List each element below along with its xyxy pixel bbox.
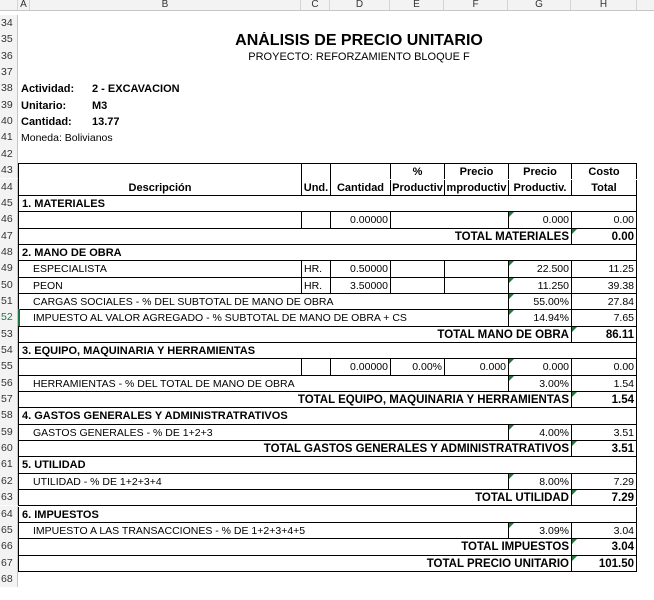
row-header-62[interactable]: 62 [0,473,18,489]
section-mano-de-obra[interactable]: 2. MANO DE OBRA [18,245,637,261]
item-und[interactable]: HR. [301,261,330,277]
section-equipo[interactable]: 3. EQUIPO, MAQUINARIA Y HERRAMIENTAS [18,343,637,359]
item-descripcion[interactable] [18,212,301,228]
item-precio-improductivo[interactable]: 0.000 [444,359,508,375]
row-header-49[interactable]: 49 [0,260,18,276]
col-pimp-header-2[interactable]: mproductiv [444,180,508,196]
row-header-43[interactable]: 43 [0,162,18,178]
item-costo-total[interactable]: 0.00 [571,359,637,375]
row-header-48[interactable]: 48 [0,244,18,260]
item-cantidad[interactable]: 0.50000 [330,261,390,277]
item-precio-productivo[interactable]: 0.000 [508,212,571,228]
row-header-47[interactable]: 47 [0,228,18,244]
total-precio-unitario-label[interactable]: TOTAL PRECIO UNITARIO [18,556,571,572]
sheet-subtitle[interactable]: PROYECTO: REFORZAMIENTO BLOQUE F [248,50,470,63]
row-header-65[interactable]: 65 [0,522,18,538]
moneda-label[interactable]: Moneda: Bolivianos [21,132,113,145]
row-header-68[interactable]: 68 [0,571,18,587]
row-header-42[interactable]: 42 [0,146,18,162]
col-und-header[interactable]: Und. [301,163,330,196]
row-header-66[interactable]: 66 [0,538,18,554]
item-descripcion[interactable]: IMPUESTO A LAS TRANSACCIONES - % DE 1+2+3+4+5 [18,523,508,539]
row-header-35[interactable]: 35 [0,31,18,47]
column-header-d[interactable]: D [330,0,390,10]
col-pprod-header-1[interactable]: Precio [508,163,571,179]
item-descripcion[interactable]: PEON [18,278,301,294]
item-porcentaje[interactable]: 55.00% [508,294,571,310]
row-header-55[interactable]: 55 [0,358,18,374]
row-header-46[interactable]: 46 [0,211,18,227]
cantidad-label[interactable]: Cantidad: [21,116,72,129]
item-precio-productivo[interactable]: 11.250 [508,278,571,294]
item-descripcion[interactable] [18,359,301,375]
total-mano-de-obra-value[interactable]: 86.11 [571,327,637,343]
cantidad-value[interactable]: 13.77 [92,116,120,129]
item-costo-total[interactable]: 3.04 [571,523,637,539]
row-header-63[interactable]: 63 [0,489,18,505]
row-header-57[interactable]: 57 [0,391,18,407]
row-header-54[interactable]: 54 [0,342,18,358]
item-cantidad[interactable]: 0.00000 [330,359,390,375]
total-utilidad-value[interactable]: 7.29 [571,490,637,506]
item-pct-productiv[interactable] [390,212,508,228]
col-pct-header-2[interactable]: Productiv [390,180,444,196]
row-header-56[interactable]: 56 [0,375,18,391]
item-pct-productiv[interactable]: 0.00% [390,359,444,375]
column-header-f[interactable]: F [444,0,508,10]
total-mano-de-obra-label[interactable]: TOTAL MANO DE OBRA [18,327,571,343]
row-header-59[interactable]: 59 [0,424,18,440]
row-header-34[interactable]: 34 [0,15,18,31]
total-utilidad-label[interactable]: TOTAL UTILIDAD [18,490,571,506]
row-header-36[interactable]: 36 [0,48,18,64]
item-costo-total[interactable]: 3.51 [571,425,637,441]
row-header-44[interactable]: 44 [0,179,18,195]
item-porcentaje[interactable]: 3.00% [508,376,571,392]
total-impuestos-value[interactable]: 3.04 [571,539,637,555]
item-precio-productivo[interactable]: 0.000 [508,359,571,375]
item-cantidad[interactable]: 0.00000 [330,212,390,228]
col-pimp-header-1[interactable]: Precio [444,163,508,179]
row-header-51[interactable]: 51 [0,293,18,309]
actividad-value[interactable]: 2 - EXCAVACION [92,83,180,96]
item-costo-total[interactable]: 7.65 [571,310,637,326]
item-cantidad[interactable]: 3.50000 [330,278,390,294]
row-header-37[interactable]: 37 [0,64,18,80]
column-header-a[interactable]: A [18,0,30,10]
total-equipo-value[interactable]: 1.54 [571,392,637,408]
unitario-label[interactable]: Unitario: [21,99,67,112]
item-precio-productivo[interactable]: 22.500 [508,261,571,277]
total-equipo-label[interactable]: TOTAL EQUIPO, MAQUINARIA Y HERRAMIENTAS [18,392,571,408]
section-impuestos[interactable]: 6. IMPUESTOS [18,507,637,523]
unitario-value[interactable]: M3 [92,99,108,112]
column-header-e[interactable]: E [390,0,444,10]
row-header-53[interactable]: 53 [0,326,18,342]
total-materiales-value[interactable]: 0.00 [571,229,637,245]
item-descripcion[interactable]: GASTOS GENERALES - % DE 1+2+3 [18,425,508,441]
item-costo-total[interactable]: 7.29 [571,474,637,490]
item-precio-improductivo[interactable] [444,278,508,294]
col-cantidad-header[interactable]: Cantidad [330,163,390,196]
total-impuestos-label[interactable]: TOTAL IMPUESTOS [18,539,571,555]
item-und[interactable] [301,359,330,375]
row-header-67[interactable]: 67 [0,555,18,571]
column-header-c[interactable]: C [301,0,330,10]
item-descripcion[interactable]: HERRAMIENTAS - % DEL TOTAL DE MANO DE OBRA [18,376,508,392]
row-header-61[interactable]: 61 [0,456,18,472]
row-header-50[interactable]: 50 [0,277,18,293]
row-header-58[interactable]: 58 [0,407,18,423]
item-costo-total[interactable]: 39.38 [571,278,637,294]
item-pct-productiv[interactable] [390,278,444,294]
item-descripcion[interactable]: CARGAS SOCIALES - % DEL SUBTOTAL DE MANO DE OBRA [18,294,508,310]
active-row-indicator [18,309,20,325]
row-header-45[interactable]: 45 [0,195,18,211]
section-gastos-generales[interactable]: 4. GASTOS GENERALES Y ADMINISTRATRATIVOS [18,408,637,424]
total-precio-unitario-value[interactable]: 101.50 [571,556,637,572]
row-header-40[interactable]: 40 [0,113,18,129]
item-porcentaje[interactable]: 8.00% [508,474,571,490]
item-porcentaje[interactable]: 4.00% [508,425,571,441]
select-all-corner[interactable] [0,0,18,10]
total-gastos-generales-label[interactable]: TOTAL GASTOS GENERALES Y ADMINISTRATRATIVOS [18,441,571,457]
item-und[interactable] [301,212,330,228]
item-descripcion[interactable]: ESPECIALISTA [18,261,301,277]
item-porcentaje[interactable]: 14.94% [508,310,571,326]
row-header-64[interactable]: 64 [0,506,18,522]
row-header-38[interactable]: 38 [0,80,18,96]
section-utilidad[interactable]: 5. UTILIDAD [18,457,637,473]
row-header-52[interactable]: 52 [0,309,18,325]
item-costo-total[interactable]: 27.84 [571,294,637,310]
row-header-39[interactable]: 39 [0,97,18,113]
item-precio-improductivo[interactable] [444,261,508,277]
column-header-b[interactable]: B [30,0,301,10]
item-und[interactable]: HR. [301,278,330,294]
section-materiales[interactable]: 1. MATERIALES [18,196,637,212]
item-porcentaje[interactable]: 3.09% [508,523,571,539]
item-pct-productiv[interactable] [390,261,444,277]
column-header-g[interactable]: G [508,0,571,10]
item-descripcion[interactable]: IMPUESTO AL VALOR AGREGADO - % SUBTOTAL DE MANO DE OBRA + CS [18,310,508,326]
column-header-h[interactable]: H [571,0,637,10]
col-costo-header-1[interactable]: Costo [571,163,637,179]
item-costo-total[interactable]: 11.25 [571,261,637,277]
total-gastos-generales-value[interactable]: 3.51 [571,441,637,457]
col-pprod-header-2[interactable]: Productiv. [508,180,571,196]
item-costo-total[interactable]: 1.54 [571,376,637,392]
col-pct-header-1[interactable]: % [390,163,444,179]
item-descripcion[interactable]: UTILIDAD - % DE 1+2+3+4 [18,474,508,490]
row-header-41[interactable]: 41 [0,129,18,145]
item-costo-total[interactable]: 0.00 [571,212,637,228]
col-costo-header-2[interactable]: Total [571,180,637,196]
row-header-60[interactable]: 60 [0,440,18,456]
col-descripcion-header[interactable]: Descripción [18,163,301,196]
sheet-title[interactable]: ANÁLISIS DE PRECIO UNITARIO [235,32,483,49]
total-materiales-label[interactable]: TOTAL MATERIALES [18,229,571,245]
actividad-label[interactable]: Actividad: [21,83,75,96]
